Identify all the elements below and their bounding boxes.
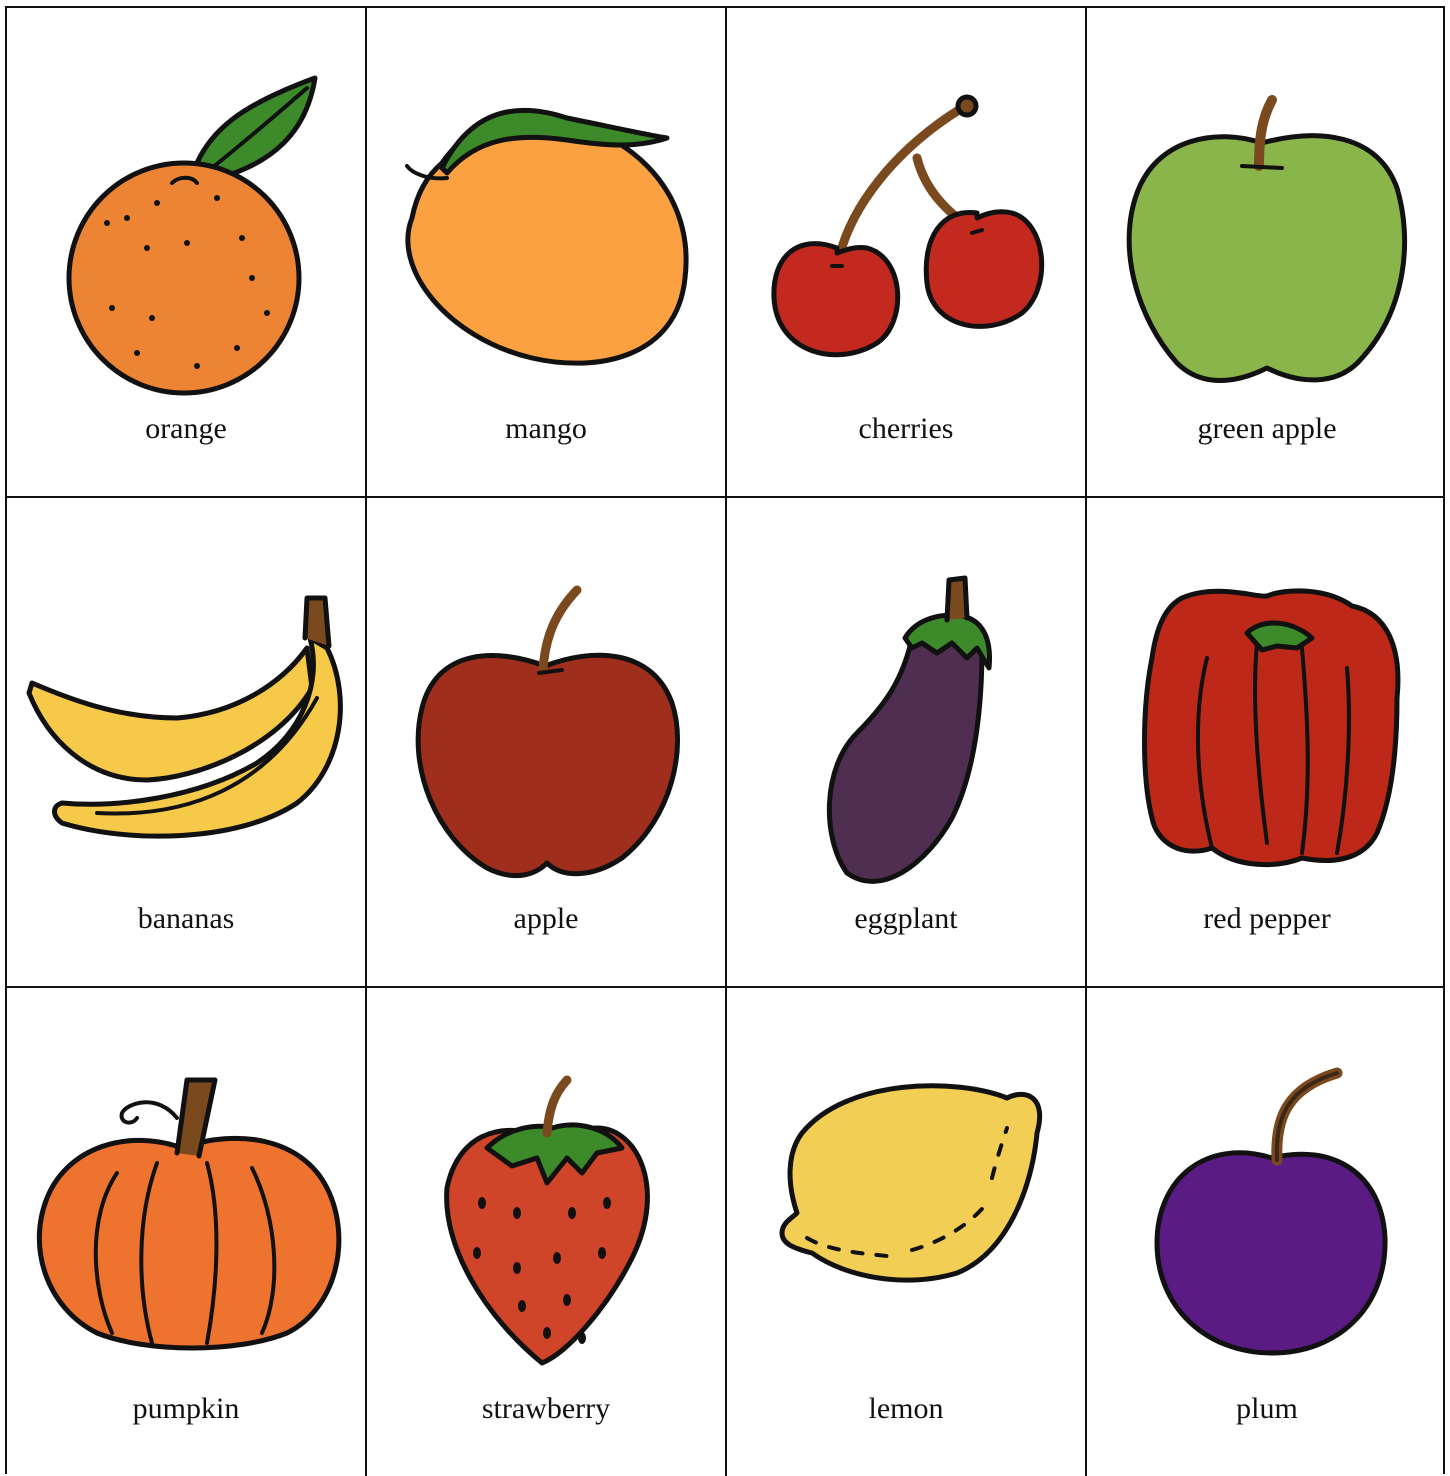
card-lemon bbox=[727, 988, 1087, 1476]
card-label: eggplant bbox=[854, 902, 958, 935]
card-label: strawberry bbox=[481, 1392, 611, 1425]
card-label: plum bbox=[1236, 1392, 1298, 1425]
red-pepper-icon bbox=[1087, 498, 1445, 898]
card-label: red pepper bbox=[1203, 902, 1331, 935]
bananas-icon bbox=[7, 498, 365, 898]
card-apple bbox=[367, 498, 727, 986]
card-green-apple bbox=[1087, 8, 1447, 496]
lemon-icon bbox=[727, 988, 1085, 1388]
plum-icon bbox=[1087, 988, 1445, 1388]
eggplant-icon bbox=[727, 498, 1085, 898]
apple-icon bbox=[367, 498, 725, 898]
card-label: mango bbox=[505, 412, 587, 445]
card-label: orange bbox=[145, 412, 227, 445]
card-red-pepper bbox=[1087, 498, 1447, 986]
card-mango bbox=[367, 8, 727, 496]
card-orange bbox=[7, 8, 367, 496]
orange-icon bbox=[7, 8, 365, 408]
card-eggplant bbox=[727, 498, 1087, 986]
card-row bbox=[7, 8, 1443, 498]
card-row bbox=[7, 498, 1443, 988]
mango-icon bbox=[367, 8, 725, 408]
card-label: pumpkin bbox=[132, 1392, 240, 1425]
card-label: green apple bbox=[1197, 412, 1337, 445]
card-label: lemon bbox=[868, 1392, 944, 1425]
card-pumpkin bbox=[7, 988, 367, 1476]
card-label: bananas bbox=[137, 902, 235, 935]
card-strawberry bbox=[367, 988, 727, 1476]
card-cherries bbox=[727, 8, 1087, 496]
flashcard-grid bbox=[5, 6, 1445, 1474]
pumpkin-icon bbox=[7, 988, 365, 1388]
cherries-icon bbox=[727, 8, 1085, 408]
card-plum bbox=[1087, 988, 1447, 1476]
green-apple-icon bbox=[1087, 8, 1445, 408]
strawberry-icon bbox=[367, 988, 725, 1388]
card-label: apple bbox=[513, 902, 579, 935]
card-label: cherries bbox=[858, 412, 954, 445]
card-row bbox=[7, 988, 1443, 1476]
card-bananas bbox=[7, 498, 367, 986]
